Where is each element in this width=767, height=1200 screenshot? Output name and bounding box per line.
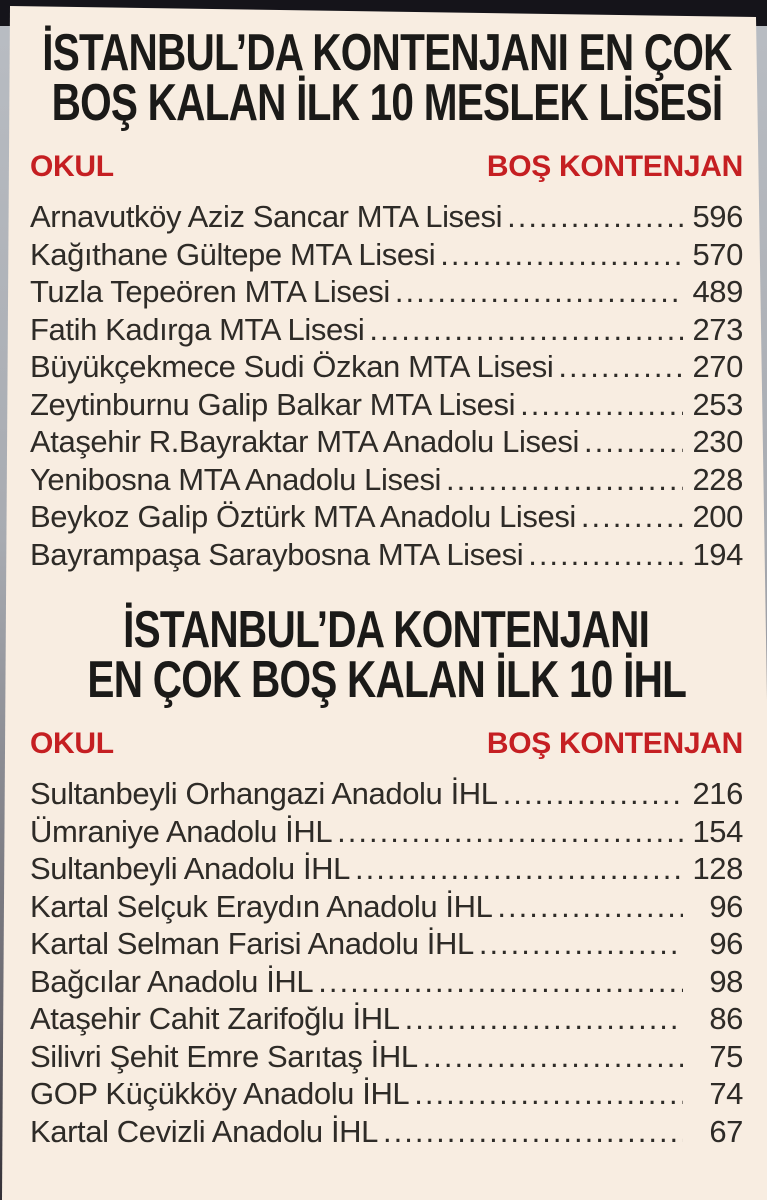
dot-leader	[558, 348, 683, 386]
table-row	[30, 198, 743, 236]
quota-value: 253	[692, 386, 743, 422]
dot-leader	[520, 386, 683, 424]
column-header-okul: OKUL	[30, 727, 114, 760]
school-name: Bayrampaşa Saraybosna MTA Lisesi	[30, 536, 524, 572]
section-title-line-1: İSTANBUL’DA KONTENJANI EN ÇOK	[41, 24, 732, 82]
dot-leader	[581, 498, 683, 536]
quota-value: 74	[709, 1076, 743, 1111]
quota-value: 67	[709, 1113, 743, 1149]
column-headers	[30, 727, 743, 761]
quota-value: 230	[692, 424, 743, 459]
quota-value: 86	[709, 1001, 743, 1036]
quota-value: 194	[692, 536, 743, 572]
dot-leader	[395, 273, 683, 311]
table-row	[30, 813, 743, 851]
table-row	[30, 461, 743, 499]
table-row	[30, 423, 743, 461]
dot-leader	[337, 813, 683, 851]
section-title-line-1: İSTANBUL’DA KONTENJANI	[123, 601, 650, 659]
dot-leader	[383, 1113, 683, 1151]
school-name: Kağıthane Gültepe MTA Lisesi	[30, 236, 436, 272]
quota-value: 75	[709, 1038, 743, 1074]
dot-leader	[584, 423, 683, 461]
school-name: Yenibosna MTA Anadolu Lisesi	[30, 461, 442, 497]
dot-leader	[405, 1000, 683, 1038]
dot-leader	[503, 775, 683, 813]
table-row	[30, 236, 743, 274]
quota-value: 270	[692, 349, 743, 384]
table-row	[30, 1038, 743, 1076]
table-row	[30, 273, 743, 311]
table-row	[30, 963, 743, 1001]
dot-leader	[507, 198, 683, 236]
school-name: Kartal Selman Farisi Anadolu İHL	[30, 926, 474, 961]
school-name: Beykoz Galip Öztürk MTA Anadolu Lisesi	[30, 499, 576, 534]
table-row	[30, 311, 743, 349]
column-header-bos-kontenjan: BOŞ KONTENJAN	[486, 727, 743, 760]
school-name: Sultanbeyli Orhangazi Anadolu İHL	[30, 776, 498, 811]
school-name: Bağcılar Anadolu İHL	[30, 963, 314, 999]
school-name: Büyükçekmece Sudi Özkan MTA Lisesi	[30, 349, 554, 384]
table-row	[30, 888, 743, 926]
dot-leader	[497, 888, 683, 926]
column-headers	[30, 150, 743, 184]
school-name: Ataşehir Cahit Zarifoğlu İHL	[30, 1001, 400, 1036]
school-name: GOP Küçükköy Anadolu İHL	[30, 1076, 410, 1111]
quota-value: 154	[692, 813, 743, 849]
table-row	[30, 348, 743, 386]
column-header-okul: OKUL	[30, 150, 114, 183]
table-row	[30, 850, 743, 888]
section-title	[30, 601, 743, 709]
section-title-line-2: EN ÇOK BOŞ KALAN İLK 10 İHL	[87, 651, 686, 709]
table-row	[30, 498, 743, 536]
dot-leader	[440, 236, 683, 274]
table-row	[30, 386, 743, 424]
dot-leader	[318, 963, 683, 1001]
school-name: Silivri Şehit Emre Sarıtaş İHL	[30, 1038, 418, 1074]
dot-leader	[414, 1075, 683, 1113]
quota-value: 273	[692, 311, 743, 347]
table-rows	[30, 775, 743, 1150]
school-name: Zeytinburnu Galip Balkar MTA Lisesi	[30, 386, 516, 422]
school-name: Ataşehir R.Bayraktar MTA Anadolu Lisesi	[30, 424, 579, 459]
table-row	[30, 1113, 743, 1151]
dot-leader	[528, 536, 683, 574]
table-row	[30, 925, 743, 963]
dot-leader	[369, 311, 683, 349]
quota-value: 96	[709, 926, 743, 961]
section-title-line-2: BOŞ KALAN İLK 10 MESLEK LİSESİ	[51, 74, 722, 132]
dot-leader	[446, 461, 683, 499]
quota-value: 228	[692, 461, 743, 497]
dot-leader	[423, 1038, 683, 1076]
quota-value: 98	[709, 963, 743, 999]
quota-value: 596	[692, 199, 743, 234]
dot-leader	[355, 850, 683, 888]
column-header-bos-kontenjan: BOŞ KONTENJAN	[486, 150, 743, 183]
section-title	[30, 24, 743, 132]
school-name: Kartal Cevizli Anadolu İHL	[30, 1113, 379, 1149]
quota-value: 96	[709, 888, 743, 924]
table-row	[30, 775, 743, 813]
ihl-table	[30, 601, 743, 1150]
table-row	[30, 536, 743, 574]
school-name: Ümraniye Anadolu İHL	[30, 813, 333, 849]
school-name: Tuzla Tepeören MTA Lisesi	[30, 274, 390, 309]
quota-value: 489	[692, 274, 743, 309]
meslek-lisesi-table	[30, 24, 743, 573]
quota-value: 570	[692, 236, 743, 272]
quota-value: 216	[692, 776, 743, 811]
table-row	[30, 1000, 743, 1038]
school-name: Arnavutköy Aziz Sancar MTA Lisesi	[30, 199, 503, 234]
school-name: Kartal Selçuk Eraydın Anadolu İHL	[30, 888, 493, 924]
dot-leader	[479, 925, 683, 963]
school-name: Fatih Kadırga MTA Lisesi	[30, 311, 365, 347]
school-name: Sultanbeyli Anadolu İHL	[30, 851, 350, 886]
infographic-content	[0, 6, 767, 1150]
table-row	[30, 1075, 743, 1113]
quota-value: 128	[692, 851, 743, 886]
table-rows	[30, 198, 743, 573]
quota-value: 200	[692, 499, 743, 534]
